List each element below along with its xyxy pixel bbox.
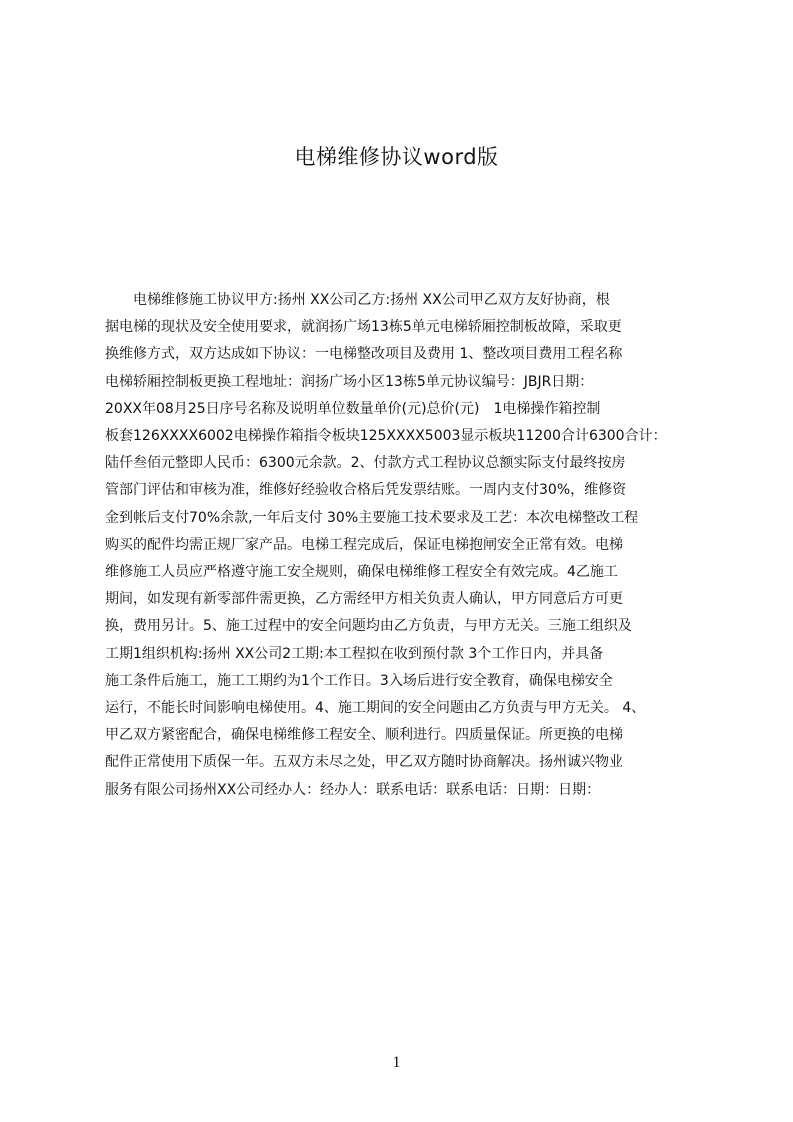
document-body [105,287,697,807]
body-line: 甲乙双方紧密配合，确保电梯维修工程安全、顺利进行。四质量保证。所更换的电梯 [105,727,623,744]
body-line: 期间，如发现有新零部件需更换，乙方需经甲方相关负责人确认，甲方同意后方可更 [105,591,623,608]
body-line: 服务有限公司扬州XX公司经办人：经办人：联系电话：联系电话：日期：日期： [105,781,601,798]
body-line: 维修施工人员应严格遵守施工安全规则，确保电梯维修工程安全有效完成。4乙施工 [105,564,618,581]
body-line: 管部门评估和审核为准，维修好经验收合格后凭发票结账。一周内支付30%，维修资 [105,482,627,499]
page-number: 1 [392,1054,401,1071]
body-line: 配件正常使用下质保一年。五双方未尽之处，甲乙双方随时协商解决。扬州诚兴物业 [105,754,623,771]
body-line: 换，费用另计。5、施工过程中的安全问题均由乙方负责，与甲方无关。三施工组织及 [105,618,632,635]
document-title: 电梯维修协议word版 [294,145,499,169]
body-line: 运行，不能长时间影响电梯使用。4、施工期间的安全问题由乙方负责与甲方无关。 4、 [105,700,646,717]
body-line: 20XX年08月25日序号名称及说明单位数量单价(元)总价(元) 1电梯操作箱控制 [105,400,601,417]
body-line: 板套126XXXX6002电梯操作箱指令板块125XXXX5003显示板块11200合计6300合计： [105,428,667,445]
body-line: 换维修方式，双方达成如下协议：一电梯整改项目及费用 1、整改项目费用工程名称 [105,346,623,363]
body-line: 施工条件后施工，施工工期约为1个工作日。3入场后进行安全教育，确保电梯安全 [105,672,613,689]
body-line: 电梯维修施工协议甲方:扬州 XX公司乙方:扬州 XX公司甲乙双方友好协商，根 [105,292,610,308]
body-line: 陆仟叁佰元整即人民币：6300元余款。2、付款方式工程协议总额实际支付最终按房 [105,455,626,472]
body-line: 购买的配件均需正规厂家产品。电梯工程完成后，保证电梯抱闸安全正常有效。电梯 [105,536,623,553]
body-line: 据电梯的现状及安全使用要求，就润扬广场13栋5单元电梯轿厢控制板故障，采取更 [105,319,622,336]
body-line: 金到帐后支付70%余款,一年后支付 30%主要施工技术要求及工艺：本次电梯整改工程 [105,509,639,526]
body-line: 工期1组织机构:扬州 XX公司2工期:本工程拟在收到预付款 3个工作日内，并具备 [105,645,604,662]
body-line: 电梯轿厢控制板更换工程地址：润扬广场小区13栋5单元协议编号：JBJR日期： [105,373,594,390]
